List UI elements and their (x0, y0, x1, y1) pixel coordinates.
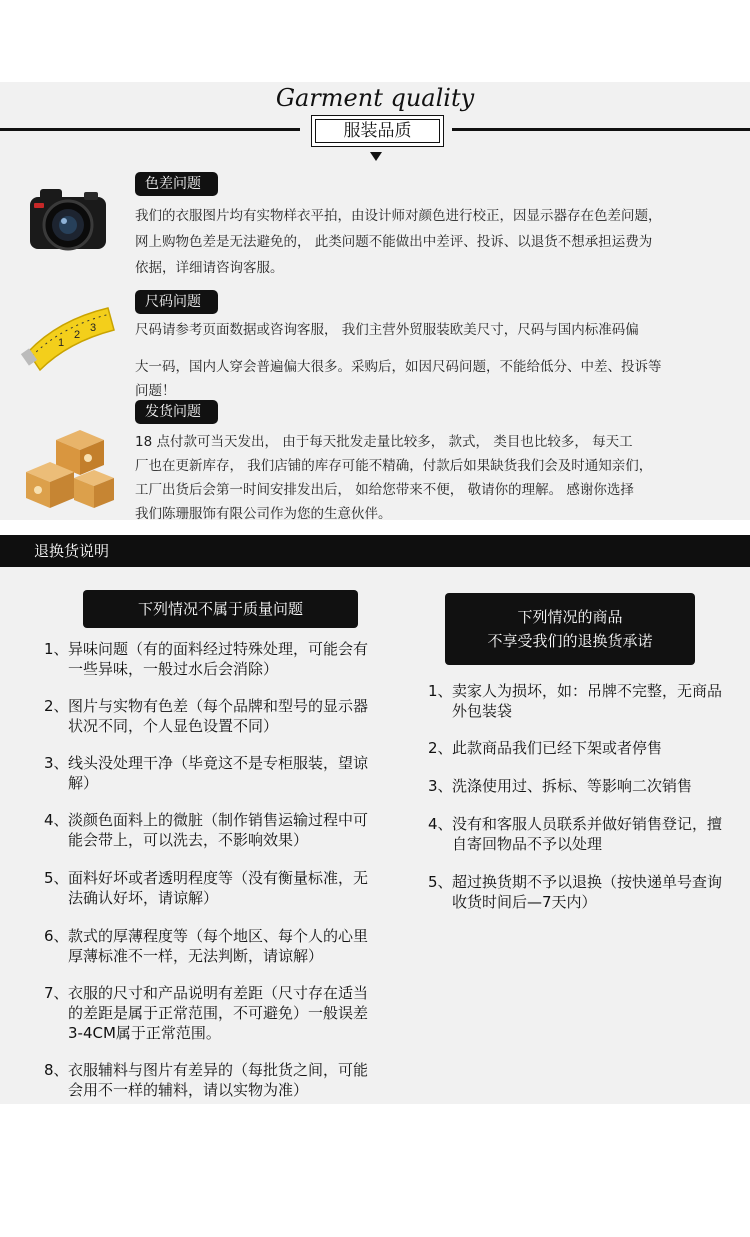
size-issue-tag: 尺码问题 (135, 290, 218, 314)
list-item-number: 3、 (428, 777, 453, 795)
shipping-issue-tag: 发货问题 (135, 400, 218, 424)
list-item-line: 的差距是属于正常范围，不可避免）一般误差 (68, 1004, 369, 1022)
not-quality-issue-title: 下列情况不属于质量问题 (83, 590, 358, 628)
list-item-line: 外包装袋 (452, 702, 513, 720)
list-item-text (68, 1060, 368, 1100)
text-line: 尺码请参考页面数据或咨询客服， 我们主营外贸服装欧美尺寸，尺码与国内标准码偏 (135, 322, 639, 338)
list-item-line: 图片与实物有色差（每个品牌和型号的显示器 (68, 697, 369, 715)
measuring-tape-icon (18, 290, 118, 380)
list-item-number: 3、 (44, 754, 69, 772)
list-item-line: 法确认好坏，请谅解） (68, 889, 219, 907)
header-english-title: Garment quality (275, 84, 475, 112)
list-item-text (452, 872, 722, 912)
list-item-number: 6、 (44, 927, 69, 945)
header-rule-right (452, 128, 750, 131)
no-return-title (445, 593, 695, 665)
list-item-line: 收货时间后—7天内） (452, 893, 597, 911)
text-line: 工厂出货后会第一时间安排发出后， 如给您带来不便， 敬请你的理解。 感谢你选择 (135, 482, 634, 498)
list-item-line: 款式的厚薄程度等（每个地区、每个人的心里 (68, 927, 369, 945)
list-item-number: 5、 (44, 869, 69, 887)
list-item-text (68, 639, 368, 679)
header-title-box (311, 115, 444, 147)
text-line: 依据，详细请咨询客服。 (135, 260, 284, 276)
list-item-text (68, 810, 368, 850)
list-item-line: 超过换货期不予以退换（按快递单号查询 (452, 873, 723, 891)
no-return-title-line: 不享受我们的退换货承诺 (487, 632, 653, 650)
list-item-text (68, 696, 368, 736)
list-item-number: 8、 (44, 1061, 69, 1079)
list-item-text (68, 868, 368, 908)
text-line: 我们陈珊服饰有限公司作为您的生意伙伴。 (135, 506, 392, 522)
list-item-line: 自寄回物品不予以处理 (452, 835, 603, 853)
list-item-text (452, 681, 722, 721)
list-item-line: 3-4CM属于正常范围。 (68, 1024, 221, 1042)
list-item-number: 2、 (44, 697, 69, 715)
list-item-number: 1、 (428, 682, 453, 700)
list-item-line: 厚薄标准不一样，无法判断，请谅解） (68, 947, 324, 965)
text-line: 我们的衣服图片均有实物样衣平拍，由设计师对颜色进行校正，因显示器存在色差问题， (135, 208, 662, 224)
list-item-line: 衣服辅料与图片有差异的（每批货之间，可能 (68, 1061, 369, 1079)
svg-text:2: 2 (74, 329, 81, 341)
list-item-number: 1、 (44, 640, 69, 658)
list-item-text (452, 738, 662, 758)
svg-text:3: 3 (90, 322, 97, 334)
header-chinese-title: 服装品质 (315, 119, 440, 143)
list-item-number: 4、 (428, 815, 453, 833)
text-line: 18 点付款可当天发出， 由于每天批发走量比较多， 款式， 类目也比较多， 每天工 (135, 434, 633, 450)
color-issue-tag: 色差问题 (135, 172, 218, 196)
list-item-line: 一些异味，一般过水后会消除） (68, 660, 279, 678)
list-item-line: 淡颜色面料上的微脏（制作销售运输过程中可 (68, 811, 369, 829)
list-item-line: 没有和客服人员联系并做好销售登记，擅 (452, 815, 723, 833)
shipping-boxes-icon (18, 420, 118, 515)
list-item-line: 卖家人为损坏，如：吊牌不完整，无商品 (452, 682, 723, 700)
no-return-title-line: 下列情况的商品 (517, 608, 623, 626)
list-item-text (68, 983, 368, 1043)
list-item-text (68, 926, 368, 966)
list-item-line: 面料好坏或者透明程度等（没有衡量标准，无 (68, 869, 369, 887)
list-item-line: 线头没处理干净（毕竟这不是专柜服装，望谅 (68, 754, 369, 772)
text-line: 大一码，国内人穿会普遍偏大很多。采购后，如因尺码问题，不能给低分、中差、投诉等 (135, 359, 662, 375)
exchange-section-bar (0, 535, 750, 567)
list-item-text (452, 776, 692, 796)
list-item-number: 2、 (428, 739, 453, 757)
text-line: 网上购物色差是无法避免的， 此类问题不能做出中差评、投诉、以退货不想承担运费为 (135, 234, 653, 250)
text-line: 厂也在更新库存， 我们店铺的库存可能不精确，付款后如果缺货我们会及时通知亲们， (135, 458, 653, 474)
list-item-number: 4、 (44, 811, 69, 829)
list-item-text (452, 814, 722, 854)
svg-text:1: 1 (58, 337, 65, 349)
size-issue-text (135, 317, 730, 343)
list-item-number: 5、 (428, 873, 453, 891)
list-item-line: 洗涤使用过、拆标、等影响二次销售 (452, 777, 693, 795)
list-item-line: 状况不同，个人显色设置不同） (68, 717, 279, 735)
camera-icon (18, 167, 118, 267)
exchange-section-title: 退换货说明 (34, 542, 110, 560)
down-triangle-icon (370, 152, 382, 161)
text-line: 问题！ (135, 383, 176, 399)
list-item-line: 解） (68, 774, 99, 792)
list-item-line: 能会带上，可以洗去，不影响效果） (68, 831, 309, 849)
header-rule-left (0, 128, 300, 131)
shipping-issue-text (135, 430, 730, 526)
color-issue-text (135, 203, 730, 281)
list-item-line: 衣服的尺寸和产品说明有差距（尺寸存在适当 (68, 984, 369, 1002)
list-item-number: 7、 (44, 984, 69, 1002)
size-issue-text-continued (135, 355, 730, 403)
list-item-text (68, 753, 368, 793)
list-item-line: 此款商品我们已经下架或者停售 (452, 739, 663, 757)
list-item-line: 异味问题（有的面料经过特殊处理，可能会有 (68, 640, 369, 658)
list-item-line: 会用不一样的辅料，请以实物为准） (68, 1081, 309, 1099)
